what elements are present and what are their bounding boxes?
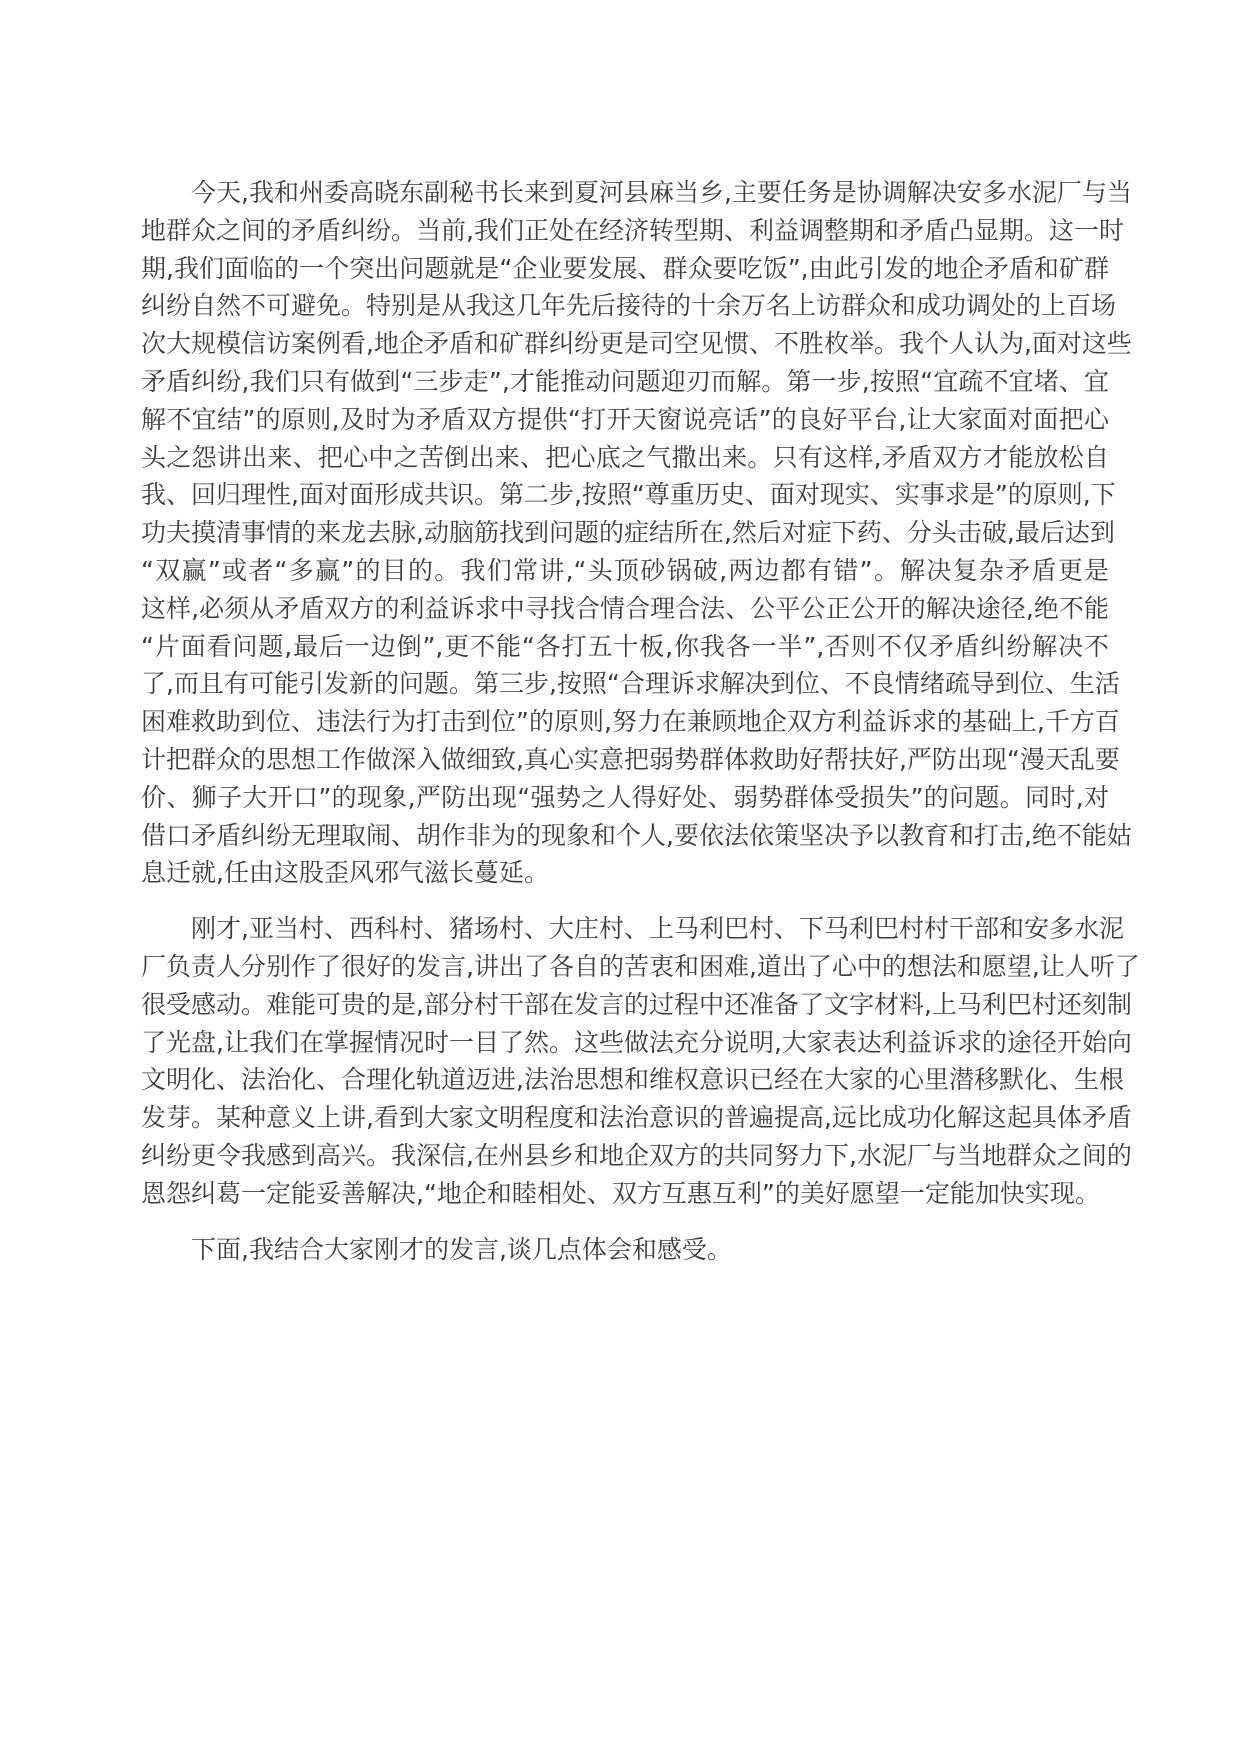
text-line: 头之怨讲出来、把心中之苦倒出来、把心底之气撒出来。只有这样,矛盾双方才能放松自 xyxy=(141,442,1109,472)
text-line: 价、狮子大开口”的现象,严防出现“强势之人得好处、弱势群体受损失”的问题。同时,对 xyxy=(141,782,1109,812)
text-line: 功夫摸清事情的来龙去脉,动脑筋找到问题的症结所在,然后对症下药、分头击破,最后达到 xyxy=(141,518,1115,548)
text-line: 了,而且有可能引发新的问题。第三步,按照“合理诉求解决到位、不良情绪疏导到位、生活 xyxy=(141,669,1120,699)
text-line: 这样,必须从矛盾双方的利益诉求中寻找合情合理合法、公平公正公开的解决途径,绝不能 xyxy=(141,593,1109,623)
text-line: 恩怨纠葛一定能妥善解决,“地企和睦相处、双方互惠互利”的美好愿望一定能加快实现。 xyxy=(141,1178,1100,1208)
text-line: 今天,我和州委高晓东副秘书长来到夏河县麻当乡,主要任务是协调解决安多水泥厂与当 xyxy=(141,178,1132,207)
document-body xyxy=(141,174,1140,1286)
text-line: “片面看问题,最后一边倒”,更不能“各打五十板,你我各一半”,否则不仅矛盾纠纷解决不 xyxy=(141,631,1109,661)
text-line: 借口矛盾纠纷无理取闹、胡作非为的现象和个人,要依法依策坚决予以教育和打击,绝不能姑 xyxy=(141,820,1132,850)
text-line: 了光盘,让我们在掌握情况时一目了然。这些做法充分说明,大家表达利益诉求的途径开始向 xyxy=(141,1027,1132,1057)
text-line: 次大规模信访案例看,地企矛盾和矿群纠纷更是司空见惯、不胜枚举。我个人认为,面对这些 xyxy=(141,329,1132,359)
text-line: 地群众之间的矛盾纠纷。当前,我们正处在经济转型期、利益调整期和矛盾凸显期。这一时 xyxy=(141,215,1124,245)
text-line: 发芽。某种意义上讲,看到大家文明程度和法治意识的普遍提高,远比成功化解这起具体矛盾 xyxy=(141,1103,1132,1133)
text-line: 解不宜结”的原则,及时为矛盾双方提供“打开天窗说亮话”的良好平台,让大家面对面把心 xyxy=(141,404,1109,434)
text-line: 我、回归理性,面对面形成共识。第二步,按照“尊重历史、面对现实、实事求是”的原则,下 xyxy=(141,480,1116,510)
text-line: 很受感动。难能可贵的是,部分村干部在发言的过程中还准备了文字材料,上马利巴村还刻制 xyxy=(141,989,1132,1019)
text-line: 刚才,亚当村、西科村、猪场村、大庄村、上马利巴村、下马利巴村村干部和安多水泥 xyxy=(141,914,1124,944)
paragraph-2 xyxy=(141,910,1140,1212)
text-line: 文明化、法治化、合理化轨道迈进,法治思想和维权意识已经在大家的心里潜移默化、生根 xyxy=(141,1065,1124,1095)
paragraph-1 xyxy=(141,174,1132,892)
text-line: 困难救助到位、违法行为打击到位”的原则,努力在兼顾地企双方利益诉求的基础上,千方百 xyxy=(141,707,1120,737)
text-line: 纠纷更令我感到高兴。我深信,在州县乡和地企双方的共同努力下,水泥厂与当地群众之间的 xyxy=(141,1140,1132,1170)
text-line: 矛盾纠纷,我们只有做到“三步走”,才能推动问题迎刃而解。第一步,按照“宜疏不宜堵、宜 xyxy=(141,366,1109,396)
text-line: 厂负责人分别作了很好的发言,讲出了各自的苦衷和困难,道出了心中的想法和愿望,让人听了 xyxy=(141,951,1140,981)
text-line: 期,我们面临的一个突出问题就是“企业要发展、群众要吃饭”,由此引发的地企矛盾和矿群 xyxy=(141,253,1109,283)
text-line: “双赢”或者“多赢”的目的。我们常讲,“头顶砂锅破,两边都有错”。解决复杂矛盾更是 xyxy=(141,555,1109,585)
text-line: 计把群众的思想工作做深入做细致,真心实意把弱势群体救助好帮扶好,严防出现“漫天乱要 xyxy=(141,744,1120,774)
text-line: 息迁就,任由这股歪风邪气滋长蔓延。 xyxy=(141,858,549,888)
text-line: 纠纷自然不可避免。特别是从我这几年先后接待的十余万名上访群众和成功调处的上百场 xyxy=(141,291,1117,321)
paragraph-3 xyxy=(141,1231,1109,1269)
text-line: 下面,我结合大家刚才的发言,谈几点体会和感受。 xyxy=(141,1234,732,1264)
